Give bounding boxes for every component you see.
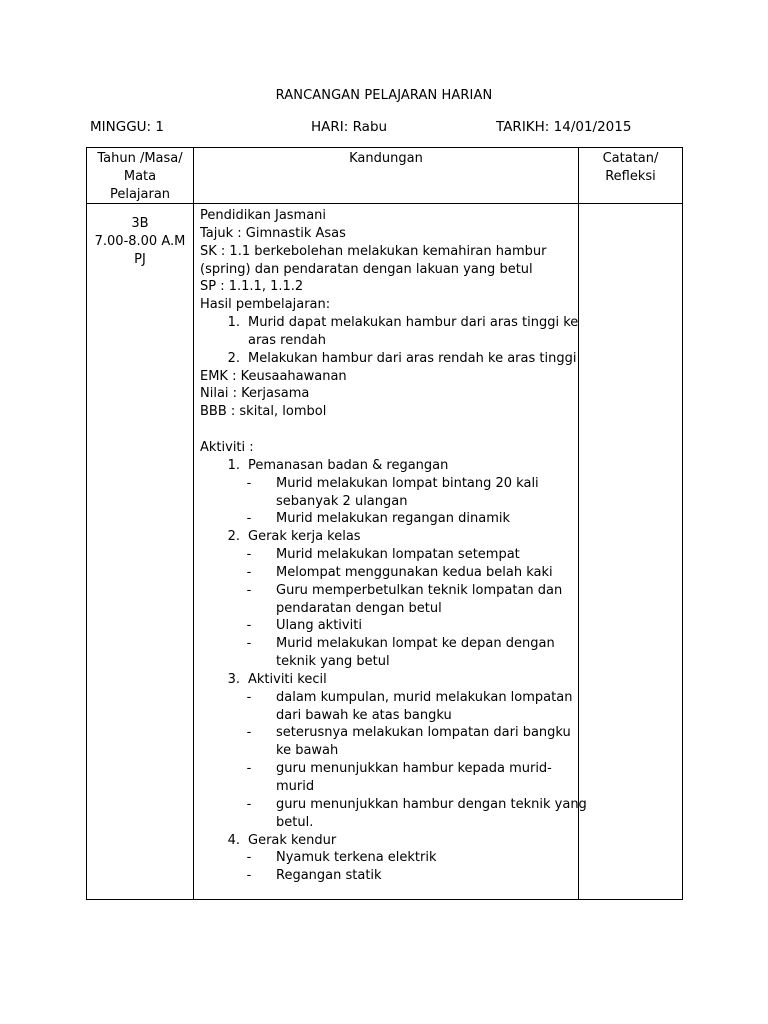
dash-bullet [200,707,276,725]
kandungan-line: SK : 1.1 berkebolehan melakukan kemahiran hambur [200,243,547,259]
aktiviti-subitem [200,760,574,778]
kelas-text: 3B [131,216,149,231]
aktiviti-title: Aktiviti kecil [248,671,327,687]
subjek-text: PJ [134,252,146,267]
dash-glyph: - [246,582,252,598]
header-line: Tahun /Masa/ [97,151,183,166]
subitem-text: guru menunjukkan hambur dengan teknik yang [276,796,587,812]
header-tahun-masa [87,148,194,204]
dash-bullet [200,617,276,635]
aktiviti-item [200,832,574,850]
list-number: 2. [227,529,240,545]
dash-glyph: - [246,850,252,866]
kandungan-line: SP : 1.1.1, 1.1.2 [200,279,304,295]
hasil-text: Murid dapat melakukan hambur dari aras tinggi ke [248,315,579,331]
aktiviti-subitem [200,707,574,725]
dash-glyph: - [246,868,252,884]
subitem-text: Murid melakukan lompatan setempat [276,547,520,563]
dash-bullet [200,582,276,600]
aktiviti-subitem [200,796,587,814]
header-line: Pelajaran [109,187,171,202]
kandungan-line: BBB : skital, lombol [200,404,327,420]
aktiviti-subitem [200,510,574,528]
dash-bullet [200,760,276,778]
cell-tahun-masa [87,204,194,900]
masa-text: 7.00-8.00 A.M [94,234,186,249]
aktiviti-item [200,457,574,475]
list-number: 3. [227,671,240,687]
list-number [200,332,248,350]
aktiviti-title: Pemanasan badan & regangan [248,457,449,473]
aktiviti-subitem [200,617,574,635]
subitem-text: Regangan statik [276,868,382,884]
aktiviti-subitem [200,582,574,600]
subitem-text: seterusnya melakukan lompatan dari bangku [276,725,571,741]
dash-glyph: - [246,636,252,652]
kandungan-body [194,204,587,899]
kandungan-line: Pendidikan Jasmani [200,208,327,223]
tarikh-field: TARIKH: 14/01/2015 [496,119,632,135]
hasil-item [200,314,579,332]
subitem-text: dalam kumpulan, murid melakukan lompatan [276,689,573,705]
dash-bullet [200,600,276,618]
kandungan-line: Nilai : Kerjasama [200,386,310,402]
aktiviti-subitem [200,635,574,653]
header-catatan [579,148,683,204]
cell-catatan [579,204,683,900]
dash-bullet [200,635,276,653]
subitem-text: murid [276,779,315,794]
document-title: RANCANGAN PELAJARAN HARIAN [275,88,493,103]
subitem-text: pendaratan dengan betul [276,600,442,616]
dash-glyph: - [246,618,252,634]
aktiviti-subitem [200,564,574,582]
dash-glyph: - [246,511,252,527]
subitem-text: Murid melakukan lompat bintang 20 kali [276,475,539,491]
aktiviti-subitem [200,546,574,564]
dash-bullet [200,475,276,493]
blank-line [200,421,574,439]
kandungan-line: Hasil pembelajaran: [200,297,331,313]
list-number: 2. [227,350,240,366]
subitem-text: teknik yang betul [276,654,390,670]
lesson-plan-table [86,147,683,900]
subitem-text: Nyamuk terkena elektrik [276,850,437,866]
list-number: 1. [227,457,240,473]
dash-glyph: - [246,475,252,491]
header-line: Kandungan [349,151,423,166]
dash-glyph: - [246,689,252,705]
aktiviti-subitem [200,493,574,511]
dash-bullet [200,493,276,511]
kandungan-line: (spring) dan pendaratan dengan lakuan yang betul [200,261,533,277]
header-line: Refleksi [605,169,656,184]
aktiviti-label: Aktiviti : [200,439,254,455]
dash-glyph: - [246,796,252,812]
aktiviti-item [200,671,574,689]
subitem-text: Murid melakukan lompat ke depan dengan [276,636,555,652]
kandungan-line: Tajuk : Gimnastik Asas [200,225,346,241]
dash-glyph: - [246,547,252,563]
aktiviti-subitem [200,778,574,796]
subitem-text: guru menunjukkan hambur kepada murid- [276,761,552,777]
table-row [87,204,683,900]
subitem-text: Melompat menggunakan kedua belah kaki [276,564,553,580]
header-kandungan [194,148,579,204]
aktiviti-subitem [200,849,574,867]
subitem-text: Murid melakukan regangan dinamik [276,511,511,527]
table-header-row [87,148,683,204]
hari-field: HARI: Rabu [311,119,388,135]
dash-bullet [200,742,276,760]
subitem-text: dari bawah ke atas bangku [276,707,452,723]
minggu-field: MINGGU: 1 [90,119,164,135]
aktiviti-subitem [200,742,574,760]
subitem-text: betul. [276,814,314,830]
aktiviti-subitem [200,814,574,832]
header-line: Catatan/ [602,151,659,166]
aktiviti-subitem [200,689,574,707]
list-number: 1. [227,315,240,331]
dash-bullet [200,689,276,707]
hasil-text: aras rendah [248,332,326,348]
dash-bullet [200,724,276,742]
aktiviti-subitem [200,867,574,885]
kandungan-line: EMK : Keusaahawanan [200,368,347,384]
dash-bullet [200,546,276,564]
subitem-text: ke bawah [276,743,339,759]
aktiviti-subitem [200,724,574,742]
header-line: Mata [123,169,157,184]
dash-bullet [200,867,276,885]
aktiviti-subitem [200,600,574,618]
list-number: 4. [227,832,240,848]
hasil-text: Melakukan hambur dari aras rendah ke aras tinggi [248,350,577,366]
hasil-item [200,332,574,350]
cell-kandungan [194,204,587,900]
dash-glyph: - [246,725,252,741]
hasil-item [200,350,577,368]
aktiviti-title: Gerak kerja kelas [248,529,361,545]
aktiviti-subitem [200,475,574,493]
dash-bullet [200,796,276,814]
dash-bullet [200,510,276,528]
aktiviti-subitem [200,653,574,671]
aktiviti-title: Gerak kendur [248,832,337,848]
dash-glyph: - [246,761,252,777]
aktiviti-item [200,528,574,546]
dash-bullet [200,564,276,582]
dash-glyph: - [246,564,252,580]
subitem-text: sebanyak 2 ulangan [276,493,408,509]
dash-bullet [200,653,276,671]
dash-bullet [200,778,276,796]
dash-bullet [200,849,276,867]
subitem-text: Guru memperbetulkan teknik lompatan dan [276,582,563,598]
subitem-text: Ulang aktiviti [276,618,362,634]
dash-bullet [200,814,276,832]
